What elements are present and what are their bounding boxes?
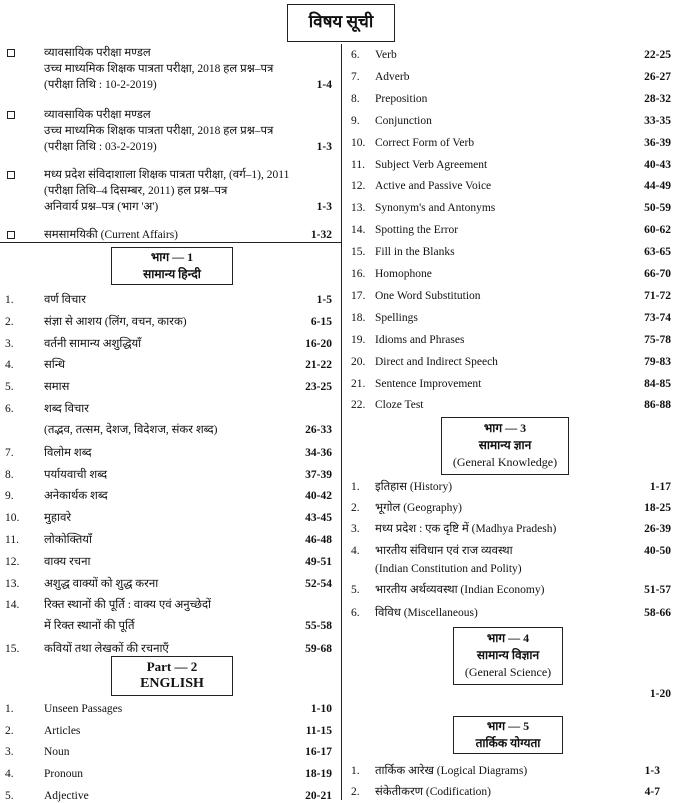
checkbox-icon (7, 111, 15, 119)
item-number: 6. (351, 607, 360, 619)
item-number: 5. (351, 584, 360, 596)
checkbox-icon (7, 231, 15, 239)
page-range: 1-4 (316, 79, 332, 91)
toc-entry-line: Spotting the Error (375, 224, 459, 237)
toc-entry-line: (परीक्षा तिथि : 03-2-2019) (44, 141, 157, 153)
toc-entry-line: लोकोक्तियाँ (44, 534, 92, 546)
item-number: 9. (5, 490, 14, 502)
page-range: 26-27 (644, 70, 671, 83)
toc-entry-line: अशुद्ध वाक्यों को शुद्ध करना (44, 578, 159, 590)
toc-entry-line: में रिक्त स्थानों की पूर्ति (44, 620, 135, 632)
section-title: सामान्य ज्ञान (478, 438, 532, 452)
item-number: 14. (351, 224, 366, 237)
item-number: 3. (351, 523, 360, 535)
toc-entry-line: संज्ञा से आशय (लिंग, वचन, कारक) (44, 316, 187, 328)
page-range: 1-3 (644, 765, 660, 777)
page-range: 1-3 (316, 201, 332, 213)
toc-entry-line: Preposition (375, 92, 428, 105)
section-title: सामान्य हिन्दी (143, 267, 201, 281)
toc-entry-line: Adjective (44, 790, 89, 802)
section-header-part2 (111, 656, 233, 696)
page-range: 51-57 (644, 584, 671, 596)
item-number: 19. (351, 333, 366, 346)
toc-entry-line: (तद्भव, तत्सम, देशज, विदेशज, संकर शब्द) (44, 424, 218, 436)
toc-entry-line: अनेकार्थक शब्द (44, 490, 108, 502)
item-number: 1. (5, 294, 14, 306)
checkbox-icon (7, 171, 15, 179)
toc-entry-line: भारतीय संविधान एवं राज व्यवस्था (375, 545, 513, 557)
item-number: 12. (5, 556, 20, 568)
toc-entry-line: विविध (Miscellaneous) (375, 607, 478, 619)
item-number: 2. (5, 316, 14, 328)
toc-entry-line: सन्धि (44, 359, 66, 371)
item-number: 21. (351, 377, 366, 390)
page-range: 1-32 (310, 229, 332, 241)
toc-entry-line: मुहावरे (44, 512, 72, 524)
toc-entry-line: रिक्त स्थानों की पूर्ति : वाक्य एवं अनुच्छेदों (44, 599, 212, 611)
page-range: 55-58 (305, 620, 332, 632)
item-number: 14. (5, 599, 20, 611)
toc-entry-line: Subject Verb Agreement (375, 158, 488, 171)
item-number: 1. (351, 765, 360, 777)
toc-entry-line: Conjunction (375, 114, 432, 127)
toc-entry-line: भारतीय अर्थव्यवस्था (Indian Economy) (375, 584, 545, 596)
page-range: 44-49 (644, 180, 671, 193)
section-header-part4 (453, 627, 563, 685)
section-title: तार्किक योग्यता (475, 736, 541, 750)
item-number: 20. (351, 355, 366, 368)
page-range: 33-35 (644, 114, 671, 127)
item-number: 11. (351, 158, 365, 171)
toc-entry-line: Sentence Improvement (375, 377, 482, 390)
page-range: 63-65 (644, 246, 671, 259)
page-range: 1-5 (316, 294, 332, 306)
section-label: भाग — 4 (486, 631, 530, 645)
page-range: 16-20 (305, 338, 332, 350)
page-range: 23-25 (305, 381, 332, 393)
toc-entry-line: समसामयिकी (Current Affairs) (44, 229, 179, 241)
item-number: 7. (5, 447, 14, 459)
toc-entry-line: विलोम शब्द (44, 447, 92, 459)
page-range: 18-25 (644, 502, 671, 514)
page-range: 58-66 (644, 607, 671, 619)
page-range: 73-74 (644, 311, 671, 324)
toc-entry-line: Active and Passive Voice (375, 180, 492, 193)
item-number: 13. (351, 202, 366, 215)
page-range: 46-48 (305, 534, 332, 546)
page-range: 28-32 (644, 92, 671, 105)
page-range: 1-17 (649, 481, 671, 493)
toc-entry-line: शब्द विचार (44, 403, 89, 415)
page-range: 50-59 (644, 202, 671, 215)
toc-entry-line: Pronoun (44, 768, 83, 780)
page-range: 79-83 (644, 355, 671, 368)
page-range: 75-78 (644, 333, 671, 346)
page-range: 22-25 (644, 49, 671, 61)
item-number: 4. (5, 359, 14, 371)
page-range: 36-39 (644, 136, 671, 149)
toc-entry-line: व्यावसायिक परीक्षा मण्डल (44, 109, 151, 121)
toc-entry-line: Spellings (375, 311, 418, 324)
page-range: 40-50 (644, 545, 671, 557)
toc-entry-line: उच्च माध्यमिक शिक्षक पात्रता परीक्षा, 2018 हल प्रश्न–पत्र (44, 63, 274, 75)
item-number: 4. (351, 545, 360, 557)
item-number: 1. (5, 703, 14, 715)
toc-entry-line: पर्यायवाची शब्द (44, 469, 108, 481)
page-range: 1-10 (310, 703, 332, 715)
page-range: 40-42 (305, 490, 332, 502)
page-range: 26-33 (305, 424, 332, 436)
toc-entry-line: समास (44, 381, 70, 393)
page-range: 1-3 (316, 141, 332, 153)
toc-entry-line: Direct and Indirect Speech (375, 355, 498, 368)
item-number: 6. (5, 403, 14, 415)
toc-entry-line: तार्किक आरेख (Logical Diagrams) (375, 765, 528, 777)
item-number: 8. (5, 469, 14, 481)
item-number: 5. (5, 790, 14, 802)
page-range: 84-85 (644, 377, 671, 390)
page-range: 20-21 (305, 790, 332, 802)
section-header-part3 (441, 417, 569, 475)
page-range: 11-15 (305, 725, 332, 737)
checkbox-icon (7, 49, 15, 57)
toc-entry-line: Verb (375, 49, 397, 61)
section-label: भाग — 5 (486, 719, 530, 733)
section-label: भाग — 3 (483, 421, 527, 435)
toc-entry-line: (परीक्षा तिथि–4 दिसम्बर, 2011) हल प्रश्न–पत्र (44, 185, 228, 197)
section-subtitle: (General Science) (464, 665, 552, 679)
page-range: 34-36 (305, 447, 332, 459)
page-range: 37-39 (305, 469, 332, 481)
item-number: 3. (5, 338, 14, 350)
toc-entry-line: (Indian Constitution and Polity) (375, 563, 522, 575)
item-number: 6. (351, 49, 360, 61)
item-number: 9. (351, 114, 360, 127)
page-range: 21-22 (305, 359, 332, 371)
section-label: Part — 2 (146, 659, 198, 674)
page-range: 49-51 (305, 556, 332, 568)
section-title: ENGLISH (140, 676, 204, 691)
item-number: 16. (351, 268, 366, 280)
toc-entry-line: Fill in the Blanks (375, 246, 455, 259)
toc-entry-line: Correct Form of Verb (375, 136, 475, 149)
page-range: 6-15 (310, 316, 332, 328)
page-range: 86-88 (644, 399, 671, 412)
item-number: 2. (5, 725, 14, 737)
toc-entry-line: Unseen Passages (44, 703, 123, 715)
toc-entry-line: Articles (44, 725, 81, 737)
section-header-part5 (453, 716, 563, 754)
toc-entry-line: Adverb (375, 70, 410, 83)
item-number: 4. (5, 768, 14, 780)
item-number: 7. (351, 70, 360, 83)
page-range: 66-70 (644, 268, 671, 280)
toc-entry-line: मध्य प्रदेश संविदाशाला शिक्षक पात्रता परीक्षा, (वर्ग–1), 2011 (44, 169, 290, 181)
page-range: 59-68 (305, 643, 332, 655)
column-divider (341, 44, 342, 800)
toc-entry-line: वाक्य रचना (44, 556, 91, 568)
item-number: 3. (5, 746, 14, 758)
item-number: 8. (351, 92, 360, 105)
toc-entry-line: Cloze Test (375, 399, 424, 412)
page-range: 40-43 (644, 158, 671, 171)
page-range: 52-54 (305, 578, 332, 590)
item-number: 1. (351, 481, 360, 493)
toc-entry-line: (परीक्षा तिथि : 10-2-2019) (44, 79, 157, 91)
item-number: 17. (351, 289, 366, 302)
toc-entry-line: इतिहास (History) (375, 481, 453, 493)
toc-entry-line: One Word Substitution (375, 289, 481, 302)
page-range: 60-62 (644, 224, 671, 237)
toc-entry-line: उच्च माध्यमिक शिक्षक पात्रता परीक्षा, 2018 हल प्रश्न–पत्र (44, 125, 274, 137)
page-range: 26-39 (644, 523, 671, 535)
section-title: सामान्य विज्ञान (476, 648, 540, 662)
toc-entry-line: Noun (44, 746, 70, 758)
toc-entry-line: वर्तनी सामान्य अशुद्धियाँ (44, 338, 142, 350)
item-number: 2. (351, 786, 360, 798)
item-number: 15. (351, 246, 366, 259)
item-number: 22. (351, 399, 366, 412)
toc-entry-line: अनिवार्य प्रश्न–पत्र (भाग 'अ') (44, 201, 159, 213)
item-number: 15. (5, 643, 20, 655)
item-number: 2. (351, 502, 360, 514)
toc-entry-line: वर्ण विचार (44, 294, 86, 306)
section-subtitle: (General Knowledge) (452, 455, 558, 469)
toc-entry-line: मध्य प्रदेश : एक दृष्टि में (Madhya Pradesh) (375, 523, 557, 535)
page-range: 18-19 (305, 768, 332, 780)
page-range: 4-7 (644, 786, 660, 798)
toc-entry-line: Synonym's and Antonyms (375, 202, 496, 215)
item-number: 12. (351, 180, 366, 193)
toc-entry-line: व्यावसायिक परीक्षा मण्डल (44, 47, 151, 59)
toc-entry-line: संकेतीकरण (Codification) (375, 786, 492, 798)
item-number: 10. (351, 136, 366, 149)
item-number: 18. (351, 311, 366, 324)
divider (0, 242, 342, 243)
item-number: 5. (5, 381, 14, 393)
toc-entry-line: कवियों तथा लेखकों की रचनाएँ (44, 643, 169, 655)
item-number: 11. (5, 534, 19, 546)
page-range: 1-20 (649, 688, 671, 700)
page-range: 43-45 (305, 512, 332, 524)
page-range: 16-17 (305, 746, 332, 758)
toc-entry-line: Homophone (375, 268, 432, 280)
toc-entry-line: Idioms and Phrases (375, 333, 465, 346)
page-title: विषय सूची (287, 4, 395, 42)
item-number: 13. (5, 578, 20, 590)
toc-entry-line: भूगोल (Geography) (375, 502, 462, 514)
item-number: 10. (5, 512, 20, 524)
page-range: 71-72 (644, 289, 671, 302)
section-header-part1 (111, 247, 233, 285)
section-label: भाग — 1 (150, 250, 194, 264)
